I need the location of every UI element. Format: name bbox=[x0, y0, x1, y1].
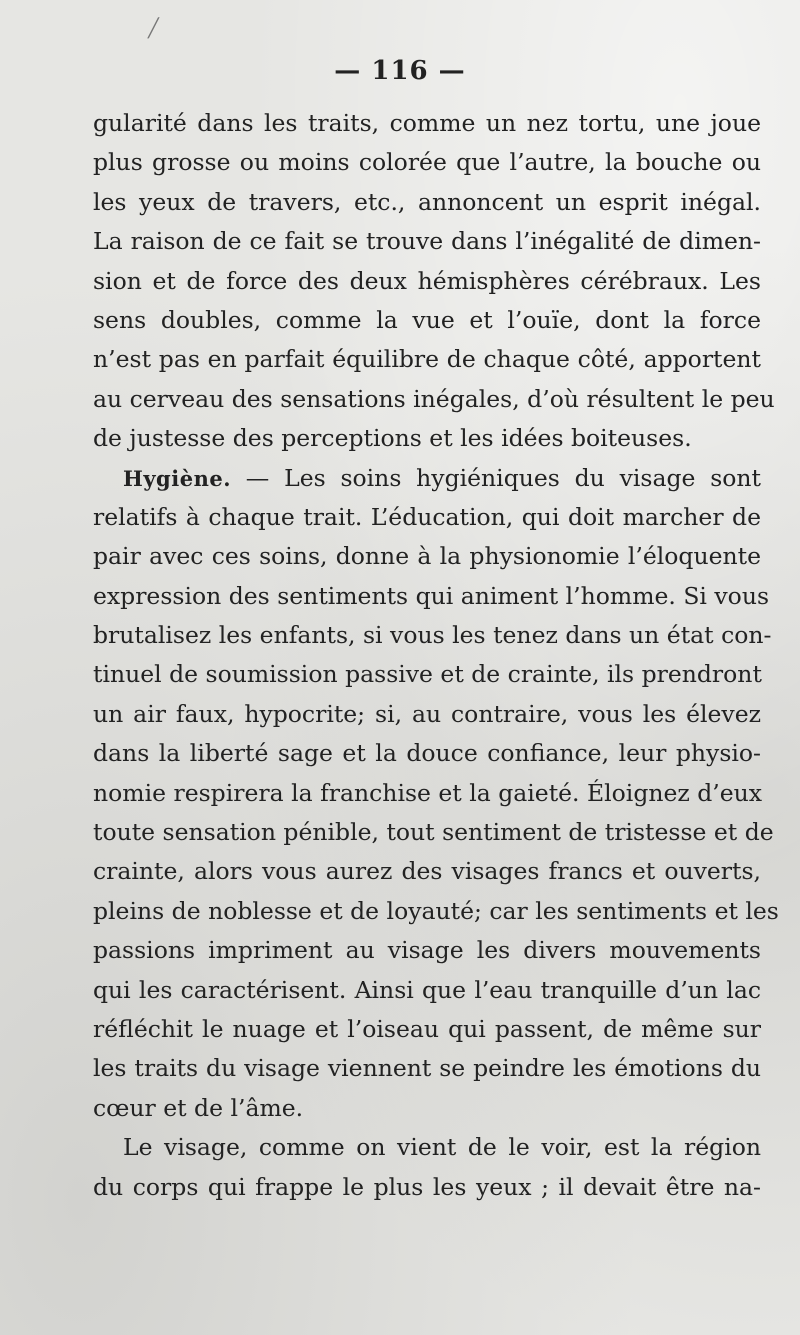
text-line: dans la liberté sage et la douce confiance, leur physio- bbox=[93, 739, 761, 768]
section-heading: Hygiène. bbox=[123, 465, 232, 491]
text-line: un air faux, hypocrite; si, au contraire, vous les élevez bbox=[93, 699, 761, 728]
paragraph-3 bbox=[93, 1128, 761, 1207]
text-line: de justesse des perceptions et les idées boiteuses. bbox=[93, 424, 692, 453]
text-line: les traits du visage viennent se peindre les émotions du bbox=[93, 1054, 761, 1083]
paragraph-2 bbox=[93, 459, 779, 1129]
body-text bbox=[93, 104, 779, 1207]
text-line: au cerveau des sensations inégales, d’où résultent le peu bbox=[93, 384, 775, 413]
text-line: cœur et de l’âme. bbox=[93, 1093, 304, 1122]
text-line: du corps qui frappe le plus les yeux ; il devait être na- bbox=[93, 1172, 761, 1201]
text-line: gularité dans les traits, comme un nez tortu, une joue bbox=[93, 109, 761, 137]
text-line: Le visage, comme on vient de le voir, est la région bbox=[123, 1133, 761, 1162]
text-line: plus grosse ou moins colorée que l’autre, la bouche ou bbox=[93, 148, 761, 177]
text-line: n’est pas en parfait équilibre de chaque côté, apportent bbox=[93, 345, 761, 374]
text-line: brutalisez les enfants, si vous les tenez dans un état con- bbox=[93, 621, 772, 650]
text-line: les yeux de travers, etc., annoncent un esprit inégal. bbox=[93, 187, 761, 216]
page-number: — 116 — bbox=[334, 56, 466, 86]
section-first-line-text: — Les soins hygiéniques du visage sont bbox=[231, 463, 761, 492]
text-line: sens doubles, comme la vue et l’ouïe, dont la force bbox=[93, 305, 761, 334]
text-line: crainte, alors vous aurez des visages francs et ouverts, bbox=[93, 857, 761, 886]
text-line: réfléchit le nuage et l’oiseau qui passent, de même sur bbox=[93, 1014, 761, 1043]
text-line: relatifs à chaque trait. L’éducation, qui doit marcher de bbox=[93, 502, 761, 531]
text-line: toute sensation pénible, tout sentiment de tristesse et de bbox=[93, 818, 774, 847]
text-line: passions impriment au visage les divers mouvements bbox=[93, 936, 761, 965]
paragraph-1 bbox=[93, 104, 775, 459]
text-line: pair avec ces soins, donne à la physionomie l’éloquente bbox=[93, 542, 761, 571]
text-line: expression des sentiments qui animent l’homme. Si vous bbox=[93, 581, 770, 610]
text-line: pleins de noblesse et de loyauté; car les sentiments et les bbox=[93, 896, 779, 925]
text-line: sion et de force des deux hémisphères cérébraux. Les bbox=[93, 266, 761, 295]
text-line: qui les caractérisent. Ainsi que l’eau tranquille d’un lac bbox=[93, 975, 761, 1004]
text-line: nomie respirera la franchise et la gaieté. Éloignez d’eux bbox=[93, 778, 763, 807]
text-line: tinuel de soumission passive et de crainte, ils prendront bbox=[93, 660, 762, 689]
paper-speck: ╱ bbox=[148, 18, 159, 39]
text-line: La raison de ce fait se trouve dans l’inégalité de dimen- bbox=[93, 227, 761, 256]
section-first-line bbox=[93, 459, 761, 498]
